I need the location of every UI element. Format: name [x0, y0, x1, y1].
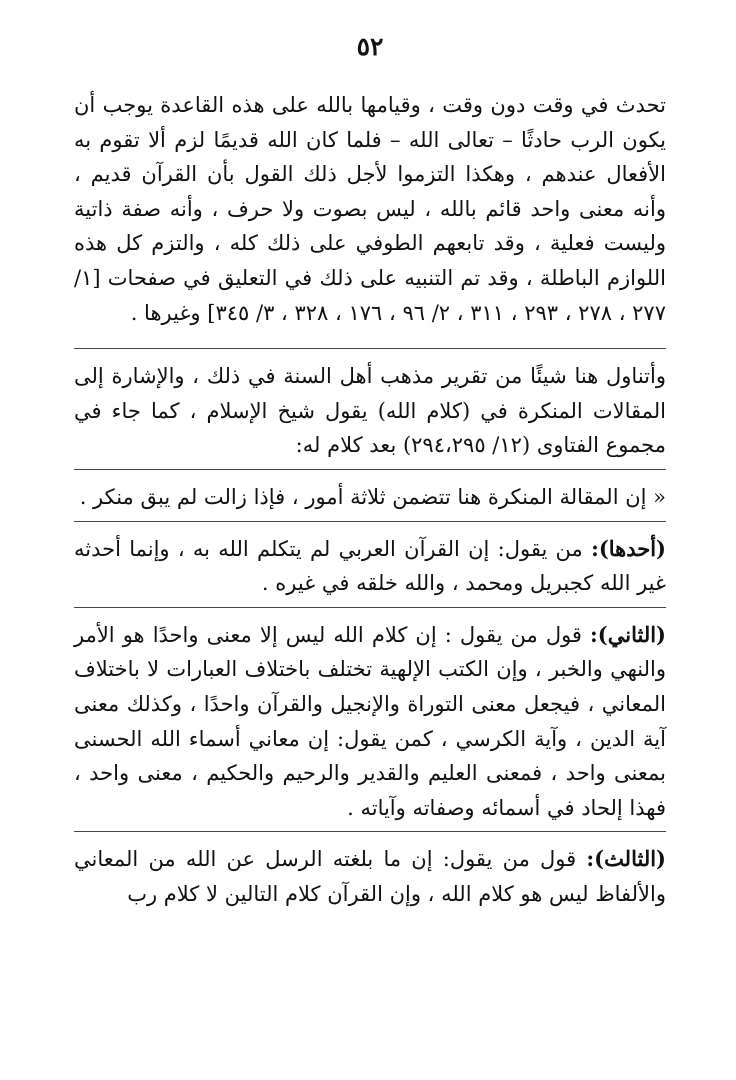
paragraph-intro: تحدث في وقت دون وقت ، وقيامها بالله على هذه القاعدة يوجب أن يكون الرب حادثًا – تعالى الله – فلما كان الله قديمًا لزم ألا تقوم به الأفعال عندهم ، وهكذا التزموا لأجل ذلك القول بأن القرآن قديم ، وأنه معنى واحد قائم بالله ، ليس بصوت ولا حرف ، وأنه صفة ذاتية وليست فعلية ، وقد تابعهم الطوفي على ذلك كله ، والتزم كل هذه اللوازم الباطلة ، وقد تم التنبيه على ذلك في التعليق في صفحات [١/ ٢٧٧ ، ٢٧٨ ، ٢٩٣ ، ٣١١ ، ٢/ ٩٦ ، ١٧٦ ، ٣٢٨ ، ٣/ ٣٤٥] وغيرها . [74, 93, 666, 325]
divider [74, 831, 666, 832]
item-text-second: قول من يقول : إن كلام الله ليس إلا معنى واحدًا هو الأمر والنهي والخبر ، وإن الكتب الإلهية تختلف باختلاف العبارات لا باختلاف المعاني ، فيجعل معنى التوراة والإنجيل والقرآن واحدًا ، وكذلك معنى آية الدين ، وآية الكرسي ، كمن يقول: إن معاني أسماء الله الحسنى بمعنى واحد ، فمعنى العليم والقدير والرحيم والحكيم ، معنى واحد ، فهذا إلحاد في أسمائه وصفاته وآياته . [74, 622, 666, 820]
paragraph-gap [74, 330, 666, 342]
divider [74, 469, 666, 470]
item-text-first: من يقول: إن القرآن العربي لم يتكلم الله به ، وإنما أحدثه غير الله كجبريل ومحمد ، والله خلقه في غيره . [74, 536, 666, 596]
paragraph-sunnah: وأتناول هنا شيئًا من تقرير مذهب أهل السنة في ذلك ، والإشارة إلى المقالات المنكرة في (كلام الله) يقول شيخ الإسلام ، كما جاء في مجموع الفتاوى (١٢/ ٢٩٤،٢٩٥) بعد كلام له: [74, 364, 666, 458]
paragraph-third-view [74, 842, 666, 911]
divider [74, 607, 666, 608]
item-label-third: (الثالث): [586, 846, 666, 872]
divider [74, 348, 666, 349]
paragraph-second-view [74, 618, 666, 826]
item-label-second: (الثاني): [590, 621, 666, 647]
paragraph-quote-opening: « إن المقالة المنكرة هنا تتضمن ثلاثة أمور ، فإذا زالت لم يبق منكر . [79, 484, 666, 509]
divider [74, 521, 666, 522]
item-text-third: قول من يقول: إن ما بلغته الرسل عن الله من المعاني والألفاظ ليس هو كلام الله ، وإن القرآن كلام التالين لا كلام رب [74, 847, 666, 906]
paragraph-first-view [74, 532, 666, 601]
page-number: ٥٢ [356, 32, 384, 61]
item-label-first: (أحدها): [591, 535, 666, 561]
